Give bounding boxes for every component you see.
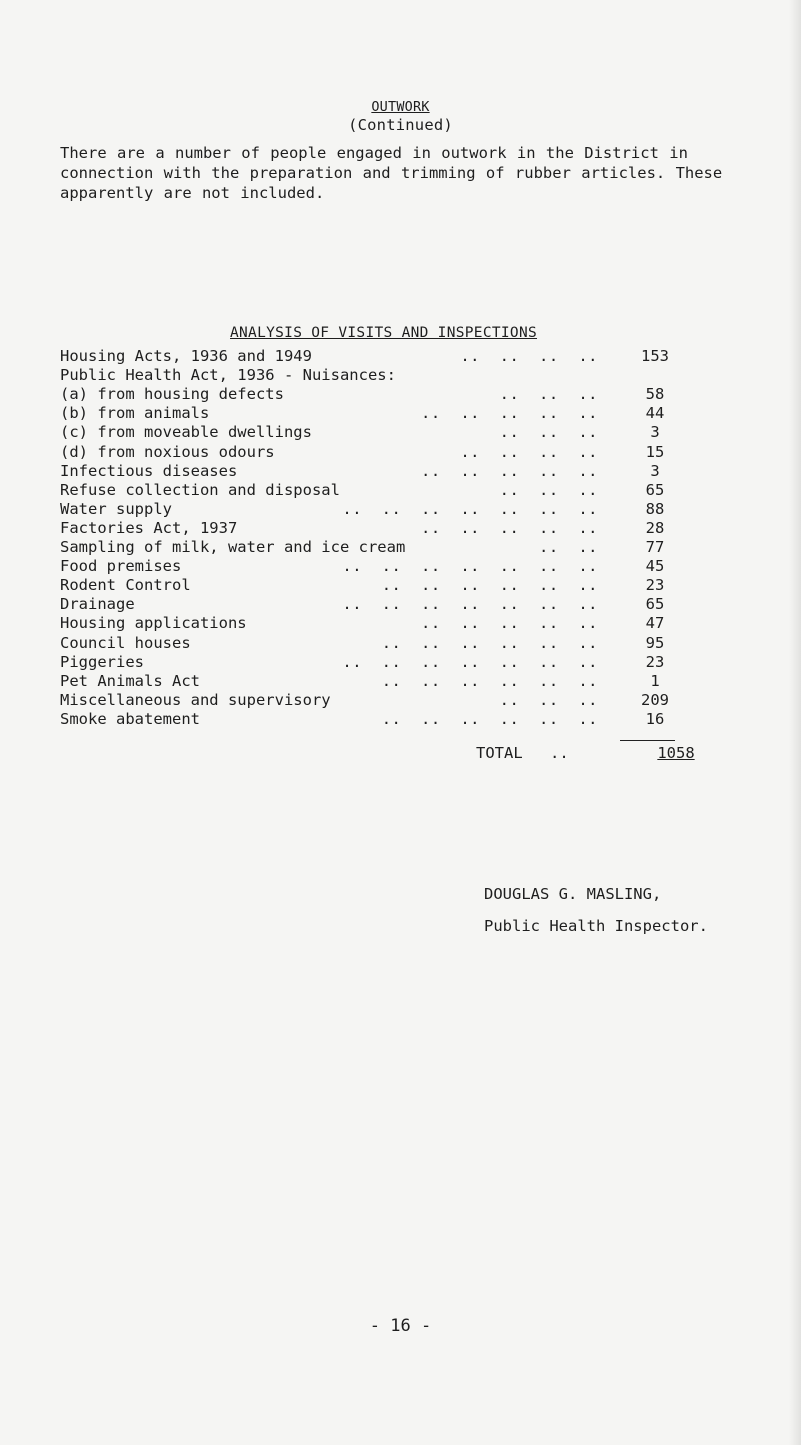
row-label: Drainage xyxy=(60,595,135,614)
row-leader-dots: .. .. .. .. .. xyxy=(421,614,598,633)
row-label: (c) from moveable dwellings xyxy=(60,423,312,442)
row-leader-dots: .. .. .. xyxy=(499,385,598,404)
row-leader-dots: .. .. .. .. .. .. xyxy=(381,671,598,690)
intro-line: There are a number of people engaged in outwork in the District in xyxy=(60,144,688,162)
row-label: Sampling of milk, water and ice cream xyxy=(60,538,406,556)
row-label: Infectious diseases xyxy=(60,461,238,480)
page-edge-shadow xyxy=(789,0,801,1445)
row-label: (b) from animals xyxy=(60,404,210,423)
table-row xyxy=(0,576,680,594)
row-leader-dots: .. .. .. .. xyxy=(460,442,598,461)
row-label: (d) from noxious odours xyxy=(60,442,275,461)
row-leader-dots: .. .. .. .. .. xyxy=(421,461,598,480)
table-row xyxy=(0,614,680,632)
intro-paragraph xyxy=(60,143,750,203)
table-row xyxy=(0,595,680,613)
row-label: Factories Act, 1937 xyxy=(60,518,238,537)
row-value: 65 xyxy=(645,480,665,499)
row-leader-dots: .. .. .. .. .. .. xyxy=(381,633,598,652)
row-leader-dots: .. .. .. .. .. xyxy=(421,404,598,423)
row-leader-dots: .. .. .. .. xyxy=(460,347,598,365)
table-row xyxy=(0,347,680,365)
table-row xyxy=(0,366,680,384)
total-label: TOTAL xyxy=(476,744,523,762)
table-row xyxy=(0,691,680,709)
analysis-title: ANALYSIS OF VISITS AND INSPECTIONS xyxy=(230,325,538,341)
row-value: 77 xyxy=(645,538,665,556)
total-row xyxy=(476,743,798,763)
row-value: 153 xyxy=(641,347,669,365)
heading-title: OUTWORK xyxy=(371,99,430,115)
table-row xyxy=(0,519,680,537)
signatory-name: DOUGLAS G. MASLING, xyxy=(484,885,662,903)
row-label: Housing Acts, 1936 and 1949 xyxy=(60,347,312,365)
row-value: 15 xyxy=(645,442,665,461)
row-label: Miscellaneous and supervisory xyxy=(60,690,331,709)
row-leader-dots: .. .. xyxy=(539,538,598,556)
row-label: Public Health Act, 1936 - Nuisances: xyxy=(60,366,396,385)
row-leader-dots: .. .. .. xyxy=(499,690,598,709)
row-label: Food premises xyxy=(60,557,182,576)
row-label: Council houses xyxy=(60,633,191,652)
table-row xyxy=(0,481,680,499)
row-leader-dots: .. .. .. xyxy=(499,480,598,499)
intro-line: apparently are not included. xyxy=(60,184,325,202)
row-label: Smoke abatement xyxy=(60,709,200,728)
page-heading xyxy=(0,97,801,115)
row-value: 44 xyxy=(645,404,665,423)
table-row xyxy=(0,385,680,403)
page-number: - 16 - xyxy=(369,1316,432,1336)
total-rule xyxy=(620,740,675,741)
row-value: 58 xyxy=(645,385,665,404)
table-row xyxy=(0,404,680,422)
heading-subtitle: (Continued) xyxy=(348,116,453,134)
row-label: Piggeries xyxy=(60,652,144,671)
table-row xyxy=(0,634,680,652)
table-row xyxy=(0,538,680,556)
row-label: Water supply xyxy=(60,499,172,518)
total-dots: .. xyxy=(550,744,569,762)
row-value: 65 xyxy=(645,595,665,614)
row-value: 28 xyxy=(645,518,665,537)
row-leader-dots: .. .. .. .. .. .. .. xyxy=(342,652,598,671)
row-value: 16 xyxy=(645,709,665,728)
table-row xyxy=(0,672,680,690)
table-row xyxy=(0,443,680,461)
table-row xyxy=(0,423,680,441)
row-value: 3 xyxy=(650,461,660,480)
row-value: 209 xyxy=(641,690,669,709)
row-label: Refuse collection and disposal xyxy=(60,480,340,499)
row-label: Pet Animals Act xyxy=(60,671,200,690)
row-value: 23 xyxy=(645,576,665,595)
row-value: 3 xyxy=(650,423,660,442)
total-value: 1058 xyxy=(657,744,695,762)
signatory-role: Public Health Inspector. xyxy=(484,917,708,935)
table-row xyxy=(0,462,680,480)
table-row xyxy=(0,653,680,671)
row-value: 88 xyxy=(645,499,665,518)
signature-block xyxy=(484,878,708,942)
row-value: 23 xyxy=(645,652,665,671)
row-value: 45 xyxy=(645,557,665,576)
row-leader-dots: .. .. .. xyxy=(499,423,598,442)
intro-line: connection with the preparation and trimming of rubber articles. These xyxy=(60,164,723,182)
row-value: 1 xyxy=(650,671,660,690)
row-leader-dots: .. .. .. .. .. .. .. xyxy=(342,595,598,614)
row-leader-dots: .. .. .. .. .. .. xyxy=(381,576,598,595)
row-leader-dots: .. .. .. .. .. .. .. xyxy=(342,557,598,576)
row-label: Rodent Control xyxy=(60,576,191,595)
row-value: 47 xyxy=(645,614,665,633)
row-value: 95 xyxy=(645,633,665,652)
row-label: Housing applications xyxy=(60,614,247,633)
row-leader-dots: .. .. .. .. .. .. xyxy=(381,709,598,728)
table-row xyxy=(0,710,680,728)
table-row xyxy=(0,500,680,518)
row-leader-dots: .. .. .. .. .. .. .. xyxy=(342,499,598,518)
row-leader-dots: .. .. .. .. .. xyxy=(421,518,598,537)
row-label: (a) from housing defects xyxy=(60,385,284,404)
table-row xyxy=(0,557,680,575)
